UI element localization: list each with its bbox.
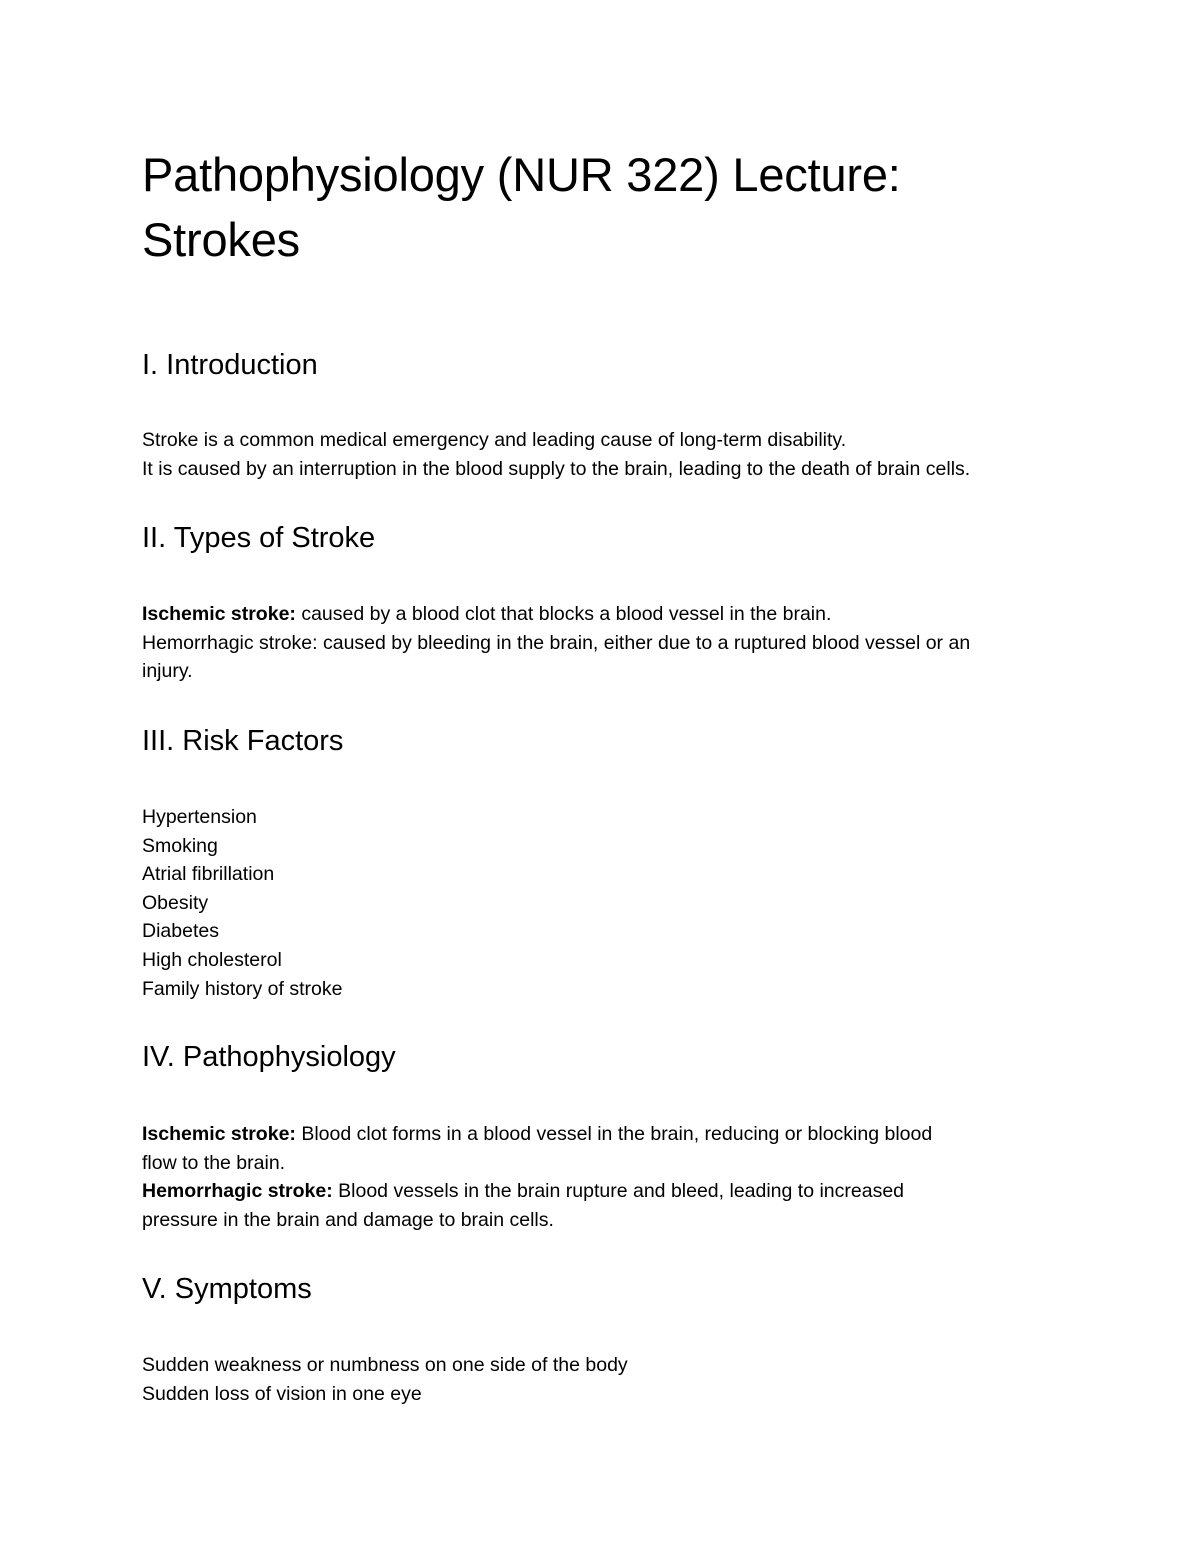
ischemic-label: Ischemic stroke: — [142, 603, 296, 625]
section-heading-introduction: I. Introduction — [142, 349, 318, 381]
hemorrhagic-mechanism-text: Blood vessels in the brain rupture and bleed, leading to increased — [332, 1180, 905, 1203]
hemorrhagic-label: Hemorrhagic stroke: — [142, 1180, 333, 1203]
symptoms-list — [142, 1351, 1082, 1408]
list-item: Sudden loss of vision in one eye — [142, 1382, 422, 1405]
section-heading-pathophysiology: IV. Pathophysiology — [142, 1041, 396, 1073]
document-title — [142, 142, 901, 272]
section-heading-types-of-stroke: II. Types of Stroke — [142, 522, 376, 554]
risk-factors-list — [142, 803, 1082, 1003]
ischemic-mechanism-line: flow to the brain. — [142, 1151, 286, 1174]
hemorrhagic-type-line: Hemorrhagic stroke: caused by bleeding in the brain, either due to a ruptured blood vessel or an — [142, 631, 971, 654]
title-line-2: Strokes — [142, 213, 300, 266]
ischemic-type-line — [142, 600, 1082, 629]
pathophysiology-paragraph — [142, 1120, 1082, 1234]
ischemic-mechanism-line — [142, 1120, 1082, 1149]
hemorrhagic-mechanism-line: pressure in the brain and damage to brain cells. — [142, 1208, 554, 1231]
types-of-stroke-paragraph — [142, 600, 1082, 686]
ischemic-description: caused by a blood clot that blocks a blood vessel in the brain. — [295, 603, 832, 625]
list-item: Diabetes — [142, 920, 219, 943]
hemorrhagic-mechanism-line — [142, 1177, 1082, 1206]
introduction-paragraph — [142, 426, 1082, 483]
list-item: Obesity — [142, 891, 209, 914]
introduction-line: It is caused by an interruption in the blood supply to the brain, leading to the death of brain cells. — [142, 457, 971, 480]
list-item: Sudden weakness or numbness on one side of the body — [142, 1354, 628, 1376]
section-heading-symptoms: V. Symptoms — [142, 1273, 312, 1305]
hemorrhagic-type-line: injury. — [142, 660, 193, 683]
list-item: Hypertension — [142, 806, 257, 828]
section-heading-risk-factors: III. Risk Factors — [142, 725, 344, 757]
introduction-line: Stroke is a common medical emergency and leading cause of long-term disability. — [142, 429, 847, 451]
ischemic-label: Ischemic stroke: — [142, 1123, 296, 1145]
list-item: High cholesterol — [142, 948, 282, 971]
title-line-1: Pathophysiology (NUR 322) Lecture: — [142, 148, 901, 201]
ischemic-mechanism-text: Blood clot forms in a blood vessel in the brain, reducing or blocking blood — [295, 1123, 933, 1145]
list-item: Atrial fibrillation — [142, 863, 275, 886]
list-item: Family history of stroke — [142, 977, 343, 1000]
list-item: Smoking — [142, 834, 218, 857]
